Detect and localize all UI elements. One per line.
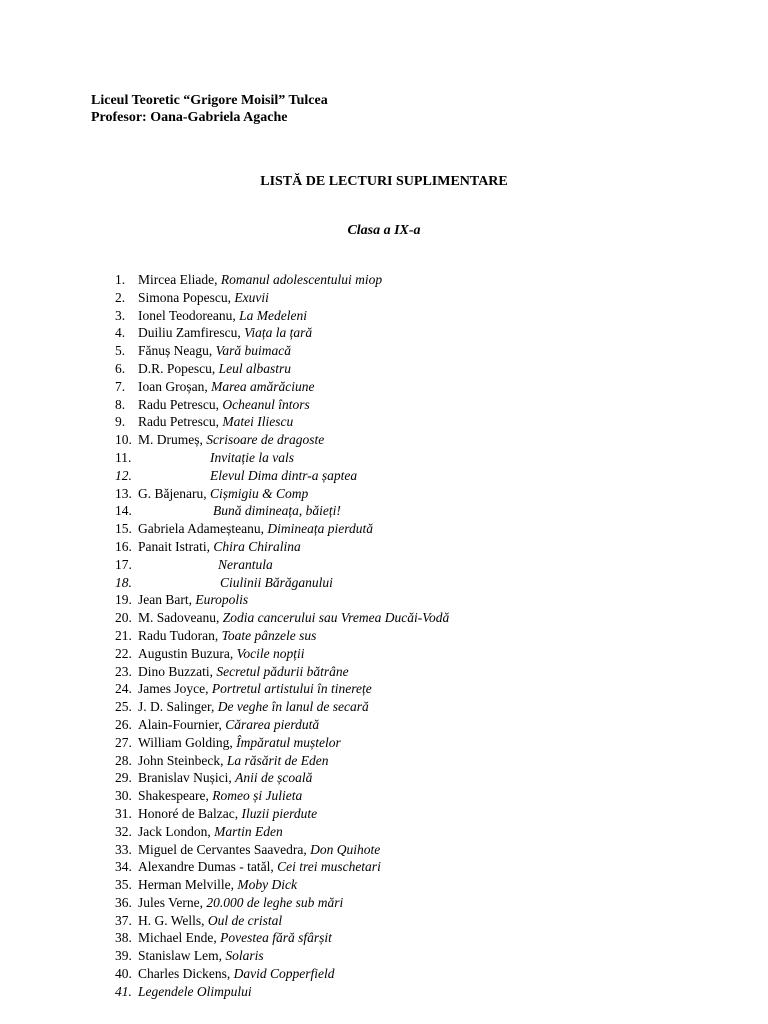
author-name: Radu Petrescu, [138,414,223,430]
book-title: Leul albastru [218,360,292,376]
book-title: Viața la țară [244,325,313,341]
list-item [0,965,768,983]
list-item-number: 22. [115,645,132,661]
author-name: John Steinbeck, [138,752,227,768]
book-title: Romanul adolescentului miop [220,272,383,287]
list-item-text [138,324,312,342]
list-item-text [138,520,373,538]
book-title: David Copperfield [233,966,335,982]
list-item [0,520,768,538]
author-name: M. Sadoveanu, [138,610,223,626]
list-item [0,912,768,930]
list-item-text [138,716,319,734]
list-item [0,467,768,485]
list-item-text [138,645,305,663]
author-name: Mircea Eliade, [138,272,221,287]
list-item [0,787,768,805]
list-item-number: 29. [115,770,132,786]
list-item [0,876,768,894]
author-name: Herman Melville, [138,877,238,893]
list-item-text [138,396,310,414]
list-item-text [138,983,252,1001]
list-item-number: 41. [115,983,132,999]
book-title: Romeo și Julieta [212,788,303,804]
list-item-text [138,627,316,645]
book-title: Legendele Olimpului [138,983,252,999]
school-name: Liceul Teoretic “Grigore Moisil” Tulcea [91,93,328,108]
book-title: Secretul pădurii bătrâne [216,663,349,679]
book-title: Exuvii [234,289,269,305]
list-item [0,538,768,556]
list-item-text [138,307,307,325]
list-item-number: 19. [115,592,132,608]
list-item-text [138,965,334,983]
list-item [0,289,768,307]
list-item-text [138,485,308,503]
list-item [0,431,768,449]
list-item-number: 7. [115,378,126,394]
list-item-text [138,752,329,770]
list-item-text [138,947,264,965]
book-title: Marea amărăciune [211,378,315,394]
list-item-number: 27. [115,734,132,750]
list-item [0,858,768,876]
author-name: Michael Ende, [138,930,221,946]
list-item-number: 4. [115,325,126,341]
book-title: Solaris [225,948,264,964]
list-item-text [138,342,291,360]
list-item-number: 16. [115,538,132,554]
list-item-number: 30. [115,788,132,804]
list-item [0,413,768,431]
book-title: Cărarea pierdută [225,716,320,732]
list-item-text [138,360,291,378]
book-title: Ocheanul întors [222,396,310,412]
book-title: Ciulinii Bărăganului [220,574,333,590]
list-item [0,894,768,912]
list-item [0,823,768,841]
author-name: Radu Petrescu, [138,396,223,412]
list-item [0,841,768,859]
book-title: Nerantula [218,556,273,572]
author-name: Alexandre Dumas - tatăl, [138,859,278,875]
author-name: Charles Dickens, [138,966,234,982]
book-title: Oul de cristal [207,912,283,928]
book-title: Europolis [195,592,249,608]
list-item-number: 15. [115,521,132,537]
list-item [0,449,768,467]
author-name: G. Băjenaru, [138,485,210,501]
author-name: Stanislaw Lem, [138,948,226,964]
document-header [91,92,328,126]
book-title: Dimineața pierdută [267,521,373,537]
author-name: J. D. Salinger, [138,699,218,715]
book-title: Vară buimacă [215,343,291,359]
document-title: LISTĂ DE LECTURI SUPLIMENTARE [260,174,508,189]
list-item [0,734,768,752]
author-name: Miguel de Cervantes Saavedra, [138,841,311,857]
list-item-text [210,449,294,467]
author-name: Duiliu Zamfirescu, [138,325,245,341]
list-item [0,591,768,609]
book-title: La Medeleni [239,307,308,323]
list-item [0,271,768,289]
list-item [0,627,768,645]
book-title: Moby Dick [237,877,297,893]
list-item-number: 28. [115,752,132,768]
list-item-number: 18. [115,574,132,590]
list-item [0,502,768,520]
author-name: Fănuș Neagu, [138,343,216,359]
book-title: Martin Eden [214,823,283,839]
list-item-number: 31. [115,805,132,821]
list-item-text [138,591,248,609]
list-item-text [138,769,312,787]
book-title: Împăratul muștelor [236,734,341,750]
list-item-text [138,698,369,716]
author-name: William Golding, [138,734,237,750]
book-title: Elevul Dima dintr-a șaptea [210,467,358,483]
book-title: Vocile nopții [236,645,305,661]
list-item-number: 3. [115,307,126,323]
list-item [0,360,768,378]
list-item-text [138,431,324,449]
book-title: Don Quihote [310,841,381,857]
author-name: Jack London, [138,823,215,839]
book-title: Zodia cancerului sau Vremea Ducăi-Vodă [222,610,450,626]
book-title: Portretul artistului în tinerețe [211,681,372,697]
list-item-number: 33. [115,841,132,857]
author-name: Honoré de Balzac, [138,805,242,821]
author-name: Alain-Fournier, [138,716,226,732]
book-title: Povestea fără sfârșit [220,930,332,946]
list-item-text [138,894,343,912]
list-item-text [138,912,282,930]
list-item-number: 13. [115,485,132,501]
list-item-text [138,787,302,805]
list-item [0,752,768,770]
author-name: Simona Popescu, [138,289,235,305]
author-name: M. Drumeș, [138,432,207,448]
list-item-number: 14. [115,503,132,519]
book-title: 20.000 de leghe sub mări [206,894,344,910]
author-name: D.R. Popescu, [138,360,219,376]
list-item-number: 20. [115,610,132,626]
list-item-text [138,823,283,841]
list-item-number: 11. [115,449,132,465]
author-name: Dino Buzzati, [138,663,217,679]
list-item [0,716,768,734]
list-item-number: 21. [115,627,132,643]
author-name: H. G. Wells, [138,912,208,928]
author-name: Ionel Teodoreanu, [138,307,240,323]
list-item-text [138,663,349,681]
author-name: Jules Verne, [138,894,207,910]
list-item-number: 10. [115,432,132,448]
book-title: Chira Chiralina [213,538,301,554]
list-item-text [138,413,293,431]
list-item [0,929,768,947]
list-item-text [138,929,332,947]
list-item-text [138,841,380,859]
book-title: Iluzii pierdute [241,805,318,821]
teacher-name: Profesor: Oana-Gabriela Agache [91,110,288,125]
book-title: Invitație la vals [210,449,294,465]
list-item-text [220,574,333,592]
list-item-number: 32. [115,823,132,839]
book-title: Anii de școală [235,770,313,786]
list-item [0,680,768,698]
list-item-number: 34. [115,859,132,875]
list-item-number: 23. [115,663,132,679]
list-item [0,307,768,325]
list-item-text [218,556,273,574]
list-item [0,609,768,627]
book-title: Scrisoare de dragoste [206,432,325,448]
list-item-number: 37. [115,912,132,928]
list-item-number: 26. [115,716,132,732]
list-item-text [138,378,314,396]
author-name: Jean Bart, [138,592,196,608]
list-item-text [213,502,341,520]
book-title: Cișmigiu & Comp [209,485,309,501]
author-name: Gabriela Adameșteanu, [138,521,268,537]
list-item [0,663,768,681]
author-name: Radu Tudoran, [138,627,222,643]
list-item-number: 1. [115,272,126,287]
list-item-text [138,538,301,556]
list-item-number: 36. [115,894,132,910]
list-item-number: 38. [115,930,132,946]
class-title: Clasa a IX-a [347,223,421,238]
book-title: Bună dimineața, băieți! [213,503,341,519]
book-title: De veghe în lanul de secară [217,699,369,715]
list-item-text [138,680,372,698]
list-item-text [138,734,341,752]
author-name: Panait Istrati, [138,538,214,554]
book-title: Toate pânzele sus [221,627,317,643]
author-name: Shakespeare, [138,788,213,804]
list-item-text [138,858,381,876]
author-name: Branislav Nușici, [138,770,236,786]
list-item-number: 2. [115,289,126,305]
list-item [0,947,768,965]
list-item-text [210,467,357,485]
author-name: James Joyce, [138,681,212,697]
author-name: Ioan Groșan, [138,378,212,394]
list-item [0,485,768,503]
list-item [0,698,768,716]
list-item-number: 8. [115,396,126,412]
list-item [0,983,768,1001]
list-item [0,324,768,342]
list-item [0,645,768,663]
list-item-number: 25. [115,699,132,715]
list-item [0,556,768,574]
list-item-number: 40. [115,966,132,982]
book-title: Cei trei muschetari [277,859,381,875]
list-item [0,769,768,787]
author-name: Augustin Buzura, [138,645,237,661]
list-item-text [138,609,449,627]
list-item [0,574,768,592]
list-item-number: 24. [115,681,132,697]
reading-list [0,271,768,1001]
list-item-text [138,805,317,823]
list-item-number: 12. [115,467,132,483]
list-item [0,805,768,823]
list-item [0,342,768,360]
list-item-number: 35. [115,877,132,893]
list-item [0,378,768,396]
list-item-text [138,289,269,307]
list-item [0,396,768,414]
book-title: Matei Iliescu [222,414,294,430]
list-item-number: 5. [115,343,126,359]
list-item-text [138,271,382,289]
list-item-number: 17. [115,556,132,572]
list-item-text [138,876,297,894]
book-title: La răsărit de Eden [226,752,329,768]
list-item-number: 39. [115,948,132,964]
list-item-number: 6. [115,360,126,376]
list-item-number: 9. [115,414,126,430]
